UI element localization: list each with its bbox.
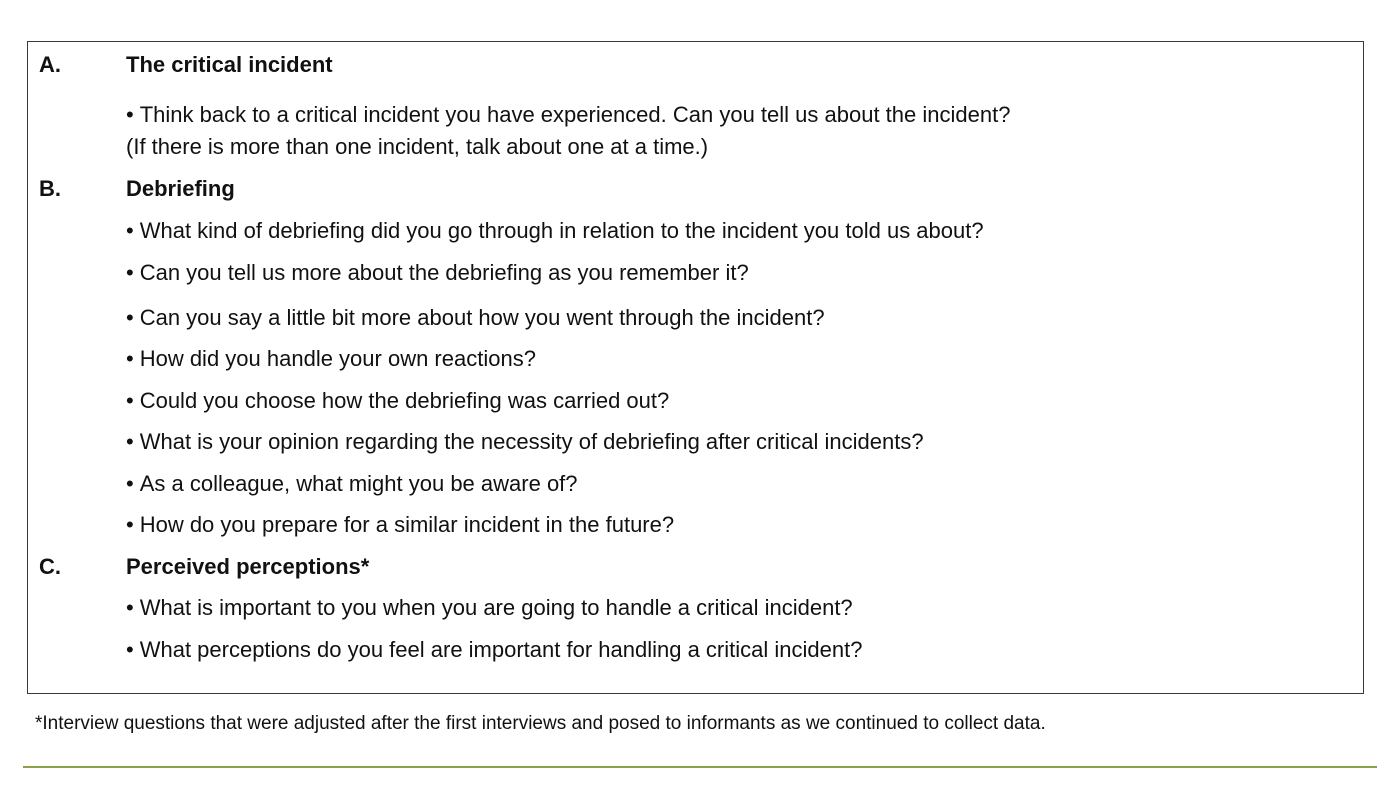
- question-b5: [126, 388, 669, 414]
- bullet-icon: •: [126, 637, 134, 662]
- question-a1-note: (If there is more than one incident, talk about one at a time.): [126, 134, 709, 159]
- bullet-icon: •: [126, 260, 134, 285]
- bullet-icon: •: [126, 471, 134, 496]
- question-b7-text: As a colleague, what might you be aware of?: [139, 471, 578, 496]
- bullet-icon: •: [126, 218, 134, 243]
- question-c2: [126, 637, 862, 663]
- interview-guide-table: [27, 41, 1364, 694]
- section-b-heading: Debriefing: [126, 176, 235, 201]
- question-b6: [126, 429, 924, 455]
- question-b4: [126, 346, 536, 372]
- question-b2-text: Can you tell us more about the debriefing as you remember it?: [139, 260, 749, 285]
- section-a-heading: The critical incident: [126, 52, 333, 77]
- section-a-letter: A.: [39, 52, 61, 77]
- question-b5-text: Could you choose how the debriefing was carried out?: [139, 388, 670, 413]
- question-a1: [126, 102, 1010, 128]
- question-b8: [126, 512, 674, 538]
- question-b6-text: What is your opinion regarding the necessity of debriefing after critical incidents?: [139, 429, 924, 454]
- bullet-icon: •: [126, 346, 134, 371]
- bullet-icon: •: [126, 305, 134, 330]
- question-c1: [126, 595, 853, 621]
- section-c-letter: C.: [39, 554, 61, 579]
- question-b7: [126, 471, 578, 497]
- bullet-icon: •: [126, 512, 134, 537]
- question-b3: [126, 305, 825, 331]
- question-a1-text: Think back to a critical incident you have experienced. Can you tell us about the incident?: [139, 102, 1011, 127]
- question-b8-text: How do you prepare for a similar incident in the future?: [139, 512, 675, 537]
- question-c2-text: What perceptions do you feel are important for handling a critical incident?: [139, 637, 863, 662]
- question-b2: [126, 260, 749, 286]
- section-b-letter: B.: [39, 176, 61, 201]
- footnote: *Interview questions that were adjusted after the first interviews and posed to informants as we continued to collect data.: [35, 713, 1046, 734]
- question-b4-text: How did you handle your own reactions?: [139, 346, 536, 371]
- question-b3-text: Can you say a little bit more about how you went through the incident?: [139, 305, 825, 330]
- bullet-icon: •: [126, 429, 134, 454]
- section-c-heading: Perceived perceptions*: [126, 554, 370, 579]
- bullet-icon: •: [126, 595, 134, 620]
- bullet-icon: •: [126, 388, 134, 413]
- footer-rule: [23, 766, 1377, 768]
- question-c1-text: What is important to you when you are going to handle a critical incident?: [139, 595, 853, 620]
- question-b1-text: What kind of debriefing did you go through in relation to the incident you told us about?: [139, 218, 984, 243]
- question-b1: [126, 218, 984, 244]
- bullet-icon: •: [126, 102, 134, 127]
